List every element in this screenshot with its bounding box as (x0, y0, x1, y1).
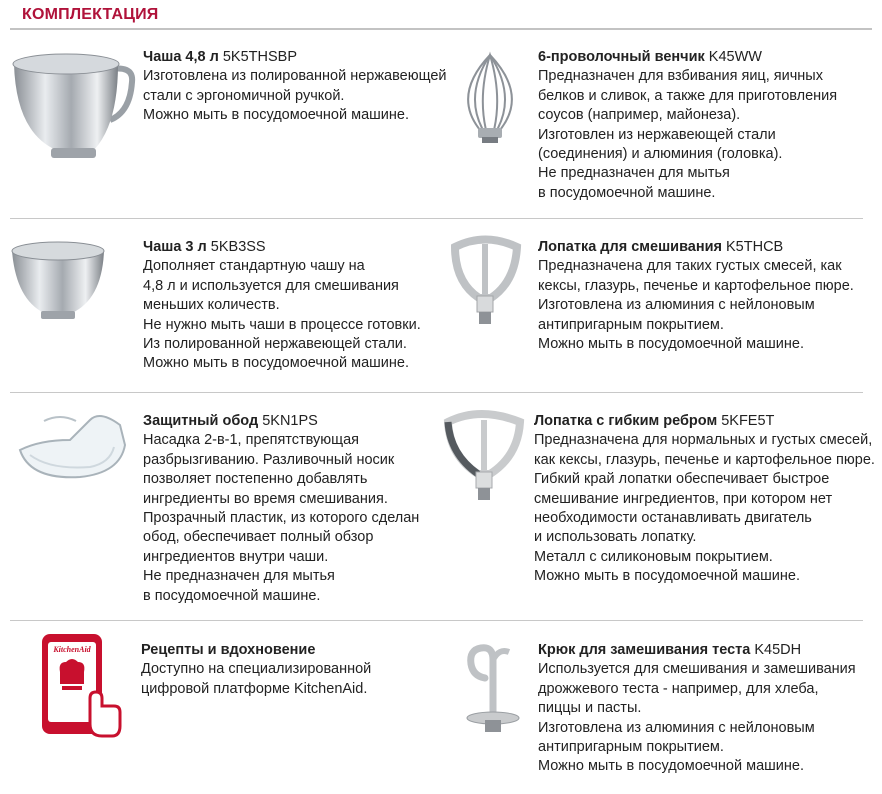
product-name: Лопатка с гибким ребром (534, 413, 718, 429)
description-line: дрожжевого теста - например, для хлеба, (538, 680, 819, 697)
whisk-icon (450, 50, 530, 150)
description-line: Не предназначен для мытья (143, 568, 335, 585)
description-line: в посудомоечной машине. (143, 587, 321, 604)
product-bowl-4-8l (143, 48, 447, 126)
description-line: Изготовлен из нержавеющей стали (538, 126, 776, 143)
product-code: 5KN1PS (262, 413, 318, 429)
description-line: Не нужно мыть чаши в процессе готовки. (143, 316, 421, 333)
description-line: Изготовлена из полированной нержавеющей (143, 68, 447, 85)
description-line: Доступно на специализированной (141, 661, 372, 678)
product-name: Защитный обод (143, 413, 259, 429)
description-line: Используется для смешивания и замешивания (538, 661, 856, 678)
bowl-small-icon (8, 237, 108, 327)
description-line: стали с эргономичной ручкой. (143, 87, 345, 104)
product-pouring-shield (143, 412, 419, 606)
flat-beater-icon (445, 232, 525, 332)
description-line: ингредиенты во время смешивания. (143, 490, 388, 507)
kitchenaid-app-icon (40, 632, 125, 742)
description-line: Предназначена для таких густых смесей, как (538, 258, 842, 275)
description-line: ингредиентов внутри чаши. (143, 548, 329, 565)
description-line: 4,8 л и используется для смешивания (143, 277, 399, 294)
section-title: КОМПЛЕКТАЦИЯ (22, 6, 159, 23)
description-line: пиццы и пасты. (538, 700, 642, 717)
recipes-inspiration (141, 641, 371, 699)
bowl-large-icon (6, 42, 136, 167)
product-code: K5THCB (726, 239, 784, 255)
product-name: Лопатка для смешивания (538, 239, 722, 255)
description-line: Можно мыть в посудомоечной машине. (538, 336, 804, 353)
product-flex-edge-beater (534, 412, 875, 587)
description-line: Можно мыть в посудомоечной машине. (143, 107, 409, 124)
header-divider (10, 28, 872, 30)
description-line: Предназначена для нормальных и густых смесей, (534, 432, 873, 449)
description-line: Из полированной нержавеющей стали. (143, 336, 407, 353)
product-flat-beater (538, 238, 854, 354)
description-line: Изготовлена из алюминия с нейлоновым (538, 297, 815, 314)
description-line: меньших количеств. (143, 297, 280, 314)
product-name: Чаша 3 л (143, 239, 207, 255)
description-line: Предназначен для взбивания яиц, яичных (538, 68, 823, 85)
product-name: Рецепты и вдохновение (141, 642, 316, 658)
row-divider (10, 620, 863, 621)
description-line: белков и сливок, а также для приготовления (538, 87, 838, 104)
description-line: обод, обеспечивает полный обзор (143, 529, 374, 546)
product-dough-hook (538, 641, 856, 777)
description-line: Прозрачный пластик, из которого сделан (143, 510, 420, 527)
description-line: позволяет постепенно добавлять (143, 471, 368, 488)
description-line: в посудомоечной машине. (538, 184, 716, 201)
description-line: Не предназначен для мытья (538, 165, 730, 182)
description-line: Можно мыть в посудомоечной машине. (143, 355, 409, 372)
description-line: соусов (например, майонеза). (538, 107, 741, 124)
description-line: Металл с силиконовым покрытием. (534, 548, 773, 565)
product-name: 6-проволочный венчик (538, 49, 705, 65)
product-code: K45WW (708, 49, 762, 65)
description-line: кексы, глазурь, печенье и картофельное пюре. (538, 277, 854, 294)
row-divider (10, 392, 863, 393)
description-line: смешивание ингредиентов, при котором нет (534, 490, 833, 507)
description-line: (соединения) и алюминия (головка). (538, 146, 783, 163)
description-line: Насадка 2-в-1, препятствующая (143, 432, 360, 449)
description-line: Можно мыть в посудомоечной машине. (534, 568, 800, 585)
description-line: необходимости останавливать двигатель (534, 510, 812, 527)
description-line: и использовать лопатку. (534, 529, 697, 546)
product-code: K45DH (754, 642, 802, 658)
description-line: цифровой платформе KitchenAid. (141, 680, 368, 697)
description-line: Можно мыть в посудомоечной машине. (538, 758, 804, 775)
product-code: 5KFE5T (721, 413, 775, 429)
description-line: антипригарным покрытием. (538, 316, 724, 333)
pouring-shield-icon (10, 405, 130, 485)
description-line: антипригарным покрытием. (538, 739, 724, 756)
logo-text: KitchenAid (53, 645, 91, 654)
description-line: Изготовлена из алюминия с нейлоновым (538, 719, 815, 736)
row-divider (10, 218, 863, 219)
description-line: разбрызгиванию. Разливочный носик (143, 451, 395, 468)
product-bowl-3l (143, 238, 421, 374)
product-whisk (538, 48, 837, 203)
dough-hook-icon (455, 640, 535, 740)
description-line: как кексы, глазурь, печенье и картофельное пюре. (534, 451, 875, 468)
product-name: Чаша 4,8 л (143, 49, 219, 65)
product-code: 5KB3SS (210, 239, 266, 255)
product-name: Крюк для замешивания теста (538, 642, 751, 658)
product-code: 5K5THSBP (222, 49, 298, 65)
description-line: Дополняет стандартную чашу на (143, 258, 365, 275)
description-line: Гибкий край лопатки обеспечивает быстрое (534, 471, 830, 488)
flex-edge-beater-icon (440, 408, 530, 508)
